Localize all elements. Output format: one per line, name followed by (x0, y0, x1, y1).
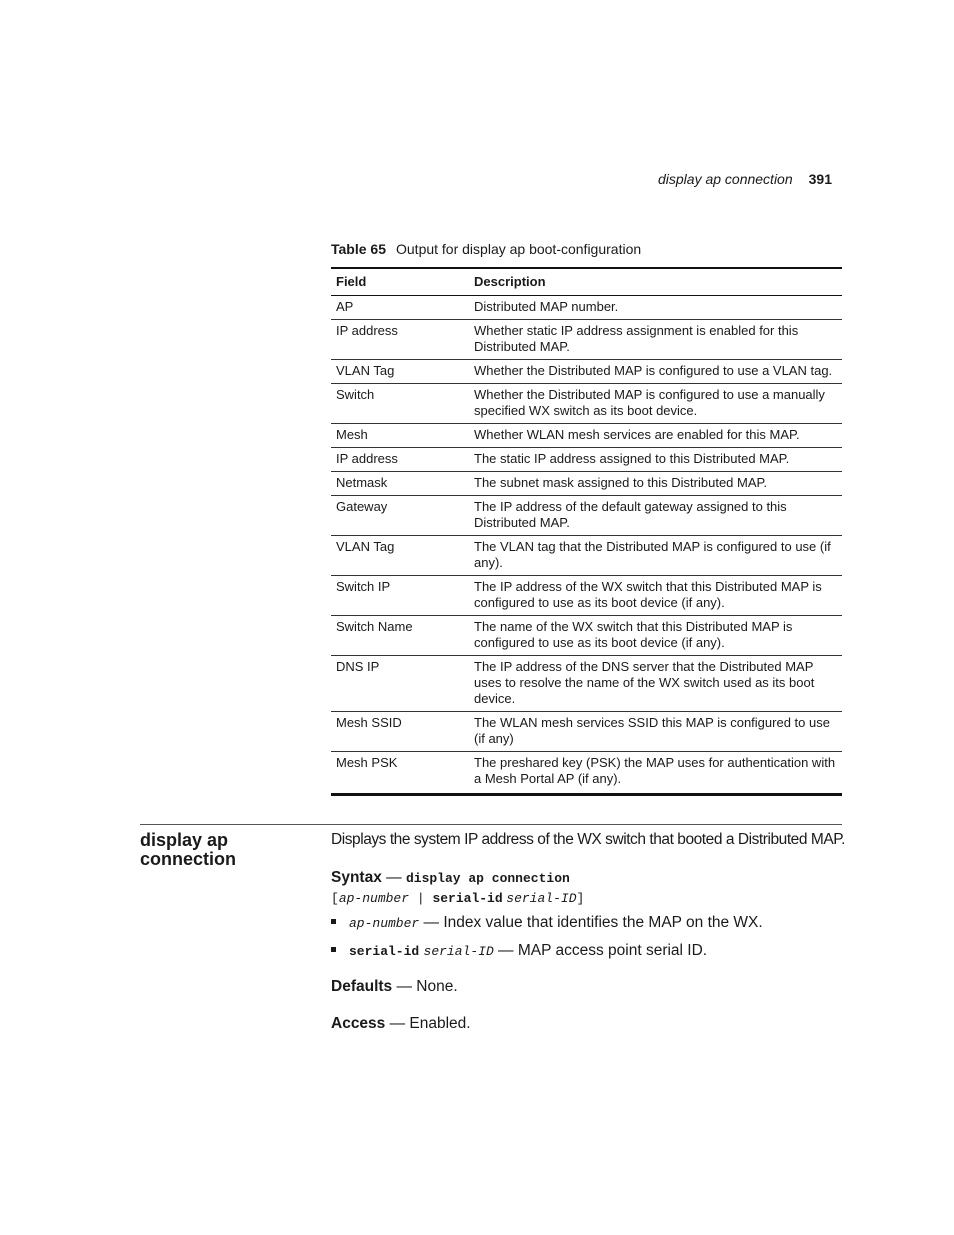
field-cell: Gateway (331, 496, 469, 536)
bullet-keyword: serial-id (349, 944, 420, 959)
syntax-arg-ap-number: ap-number (338, 891, 410, 906)
table-row (331, 360, 842, 384)
list-item (331, 914, 763, 932)
section-divider (140, 824, 842, 825)
description-cell: The IP address of the WX switch that this Distributed MAP is configured to use as its boot device (if any). (469, 576, 842, 616)
description-cell: The VLAN tag that the Distributed MAP is configured to use (if any). (469, 536, 842, 576)
table-row (331, 472, 842, 496)
table-row (331, 656, 842, 712)
field-cell: Mesh PSK (336, 755, 398, 770)
defaults-paragraph (331, 978, 458, 996)
syntax-separator: | (409, 891, 433, 906)
field-cell: VLAN Tag (331, 360, 469, 384)
field-cell: VLAN Tag (331, 536, 469, 576)
syntax-line (331, 869, 570, 887)
table-row (331, 536, 842, 576)
table-row (331, 712, 842, 752)
bullet-icon (331, 947, 336, 952)
table-row (331, 320, 842, 360)
table-row (331, 296, 842, 320)
column-header-description: Description (469, 268, 842, 296)
table-row (331, 576, 842, 616)
syntax-close-bracket: ] (576, 891, 585, 906)
field-cell: IP address (331, 320, 469, 360)
description-cell: Whether the Distributed MAP is configured to use a manually specified WX switch as its boot device. (469, 384, 842, 424)
table-row (331, 496, 842, 536)
field-cell: Switch (331, 384, 469, 424)
syntax-dash: — (381, 869, 406, 886)
field-cell: Mesh (331, 424, 469, 448)
bullet-arg: serial-ID (423, 944, 494, 959)
access-label: Access (331, 1015, 386, 1032)
table-header-row (331, 268, 842, 296)
running-header-title: display ap connection (657, 171, 793, 187)
description-cell: The IP address of the default gateway assigned to this Distributed MAP. (469, 496, 842, 536)
table-row (331, 752, 842, 795)
description-cell: The subnet mask assigned to this Distributed MAP. (469, 472, 842, 496)
description-cell: The IP address of the DNS server that the Distributed MAP uses to resolve the name of the WX switch used as its boot device. (469, 656, 842, 712)
syntax-arg-serial-id: serial-ID (506, 891, 577, 906)
bullet-icon (331, 919, 336, 924)
field-cell: Switch IP (331, 576, 469, 616)
description-cell: Whether the Distributed MAP is configured to use a VLAN tag. (469, 360, 842, 384)
running-header (560, 171, 832, 187)
access-text: — Enabled. (385, 1015, 471, 1032)
output-table (331, 267, 842, 796)
field-cell: IP address (331, 448, 469, 472)
field-cell: Mesh SSID (331, 712, 469, 752)
description-cell: Whether WLAN mesh services are enabled for this MAP. (469, 424, 842, 448)
description-cell: The name of the WX switch that this Distributed MAP is configured to use as its boot device (if any). (469, 616, 842, 656)
syntax-keyword-serial-id: serial-id (432, 891, 503, 906)
section-intro: Displays the system IP address of the WX switch that booted a Distributed MAP. (331, 831, 845, 848)
table-caption (331, 241, 641, 257)
table-row (331, 384, 842, 424)
defaults-text: — None. (392, 978, 458, 995)
syntax-command: display ap connection (405, 871, 570, 886)
table-row (331, 424, 842, 448)
field-cell: DNS IP (331, 656, 469, 712)
description-cell: The preshared key (PSK) the MAP uses for authentication with a Mesh Portal AP (if any). (474, 755, 836, 786)
column-header-field: Field (331, 268, 469, 296)
list-item (331, 942, 707, 960)
table-row (331, 448, 842, 472)
page-number: 391 (808, 171, 832, 187)
table-row (331, 616, 842, 656)
description-cell: Distributed MAP number. (469, 296, 842, 320)
field-cell: Switch Name (331, 616, 469, 656)
syntax-open-bracket: [ (331, 891, 339, 906)
section-heading: display ap connection (140, 830, 237, 869)
bullet-arg: ap-number (349, 916, 420, 931)
description-cell: Whether static IP address assignment is enabled for this Distributed MAP. (469, 320, 842, 360)
description-cell: The WLAN mesh services SSID this MAP is configured to use (if any) (469, 712, 842, 752)
table-caption-number: Table 65 (331, 241, 386, 257)
field-cell: AP (331, 296, 469, 320)
table-caption-text: Output for display ap boot-configuration (396, 241, 642, 257)
access-paragraph (331, 1015, 471, 1033)
defaults-label: Defaults (331, 978, 393, 995)
syntax-label: Syntax (331, 869, 382, 886)
description-cell: The static IP address assigned to this Distributed MAP. (469, 448, 842, 472)
field-cell: Netmask (331, 472, 469, 496)
bullet-text: — Index value that identifies the MAP on the WX. (419, 914, 763, 931)
bullet-text: — MAP access point serial ID. (493, 942, 708, 959)
syntax-arguments (331, 890, 584, 906)
